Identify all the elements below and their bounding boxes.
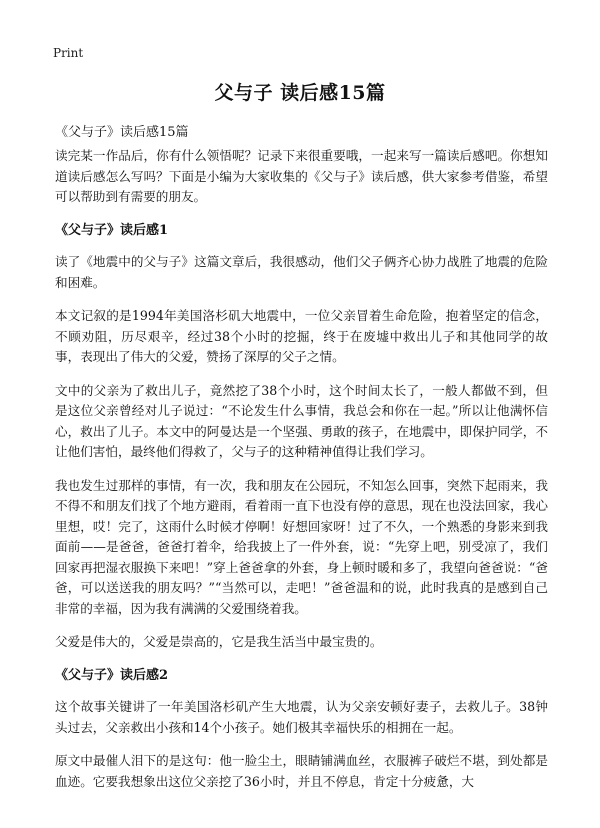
paragraph: 本文记叙的是1994年美国洛杉矶大地震中，一位父亲冒着生命危险，抱着坚定的信念，不顾劝阻，历尽艰辛，经过38个小时的挖掘，终于在废墟中救出儿子和其他同学的故事，表现出了伟大的父爱，赞扬了深厚的父子之情。	[55, 308, 548, 364]
paragraph: 原文中最催人泪下的是这句：他一脸尘土，眼睛铺满血丝，衣服裤子破烂不堪，到处都是血迹。它要我想象出这位父亲挖了36小时，并且不停息，肯定十分疲惫，大	[55, 753, 548, 789]
print-link[interactable]: Print	[53, 46, 84, 60]
paragraph: 父爱是伟大的，父爱是崇高的，它是我生活当中最宝贵的。	[55, 634, 383, 649]
section-heading: 《父与子》读后感1	[55, 222, 169, 238]
section-heading: 《父与子》读后感2	[55, 667, 169, 683]
page-title: 父与子 读后感15篇	[214, 82, 386, 104]
paragraph: 文中的父亲为了救出儿子，竟然挖了38个小时，这个时间太长了，一般人都做不到，但是这位父亲曾经对儿子说过：“不论发生什么事情，我总会和你在一起。”所以让他满怀信心，救出了儿子。本文中的阿曼达是一个坚强、勇敢的孩子，在地震中，即保护同学，不让他们害怕，最终他们得救了，父与子的这种精神值得让我们学习。	[55, 382, 548, 459]
intro-paragraph: 读完某一作品后，你有什么领悟呢？记录下来很重要哦，一起来写一篇读后感吧。你想知道读后感怎么写吗？下面是小编为大家收集的《父与子》读后感，供大家参考借鉴，希望可以帮助到有需要的朋友。	[55, 148, 548, 204]
paragraph: 这个故事关键讲了一年美国洛杉矶产生大地震，认为父亲安顿好妻子，去救儿子。38钟头过去，父亲救出小孩和14个小孩子。她们极其幸福快乐的相拥在一起。	[55, 699, 548, 735]
article-body	[55, 146, 548, 805]
paragraph: 我也发生过那样的事情，有一次，我和朋友在公园玩，不知怎么回事，突然下起雨来，我不得不和朋友们找了个地方避雨，看着雨一直下也没有停的意思，现在也没法回家，我心里想，哎！完了，这雨什么时候才停啊！好想回家呀！过了不久，一个熟悉的身影来到我面前——是爸爸，爸爸打着伞，给我披上了一件外套，说：“先穿上吧，别受凉了，我们回家再把湿衣服换下来吧！”穿上爸爸拿的外套，身上顿时暖和多了，我望向爸爸说：“爸爸，可以送送我的朋友吗？”“当然可以，走吧！”爸爸温和的说，此时我真的是感到自己非常的幸福，因为我有满满的父爱围绕着我。	[55, 477, 548, 616]
page-subtitle: 《父与子》读后感15篇	[55, 125, 189, 140]
paragraph: 读了《地震中的父与子》这篇文章后，我很感动，他们父子俩齐心协力战胜了地震的危险和困难。	[55, 254, 548, 290]
